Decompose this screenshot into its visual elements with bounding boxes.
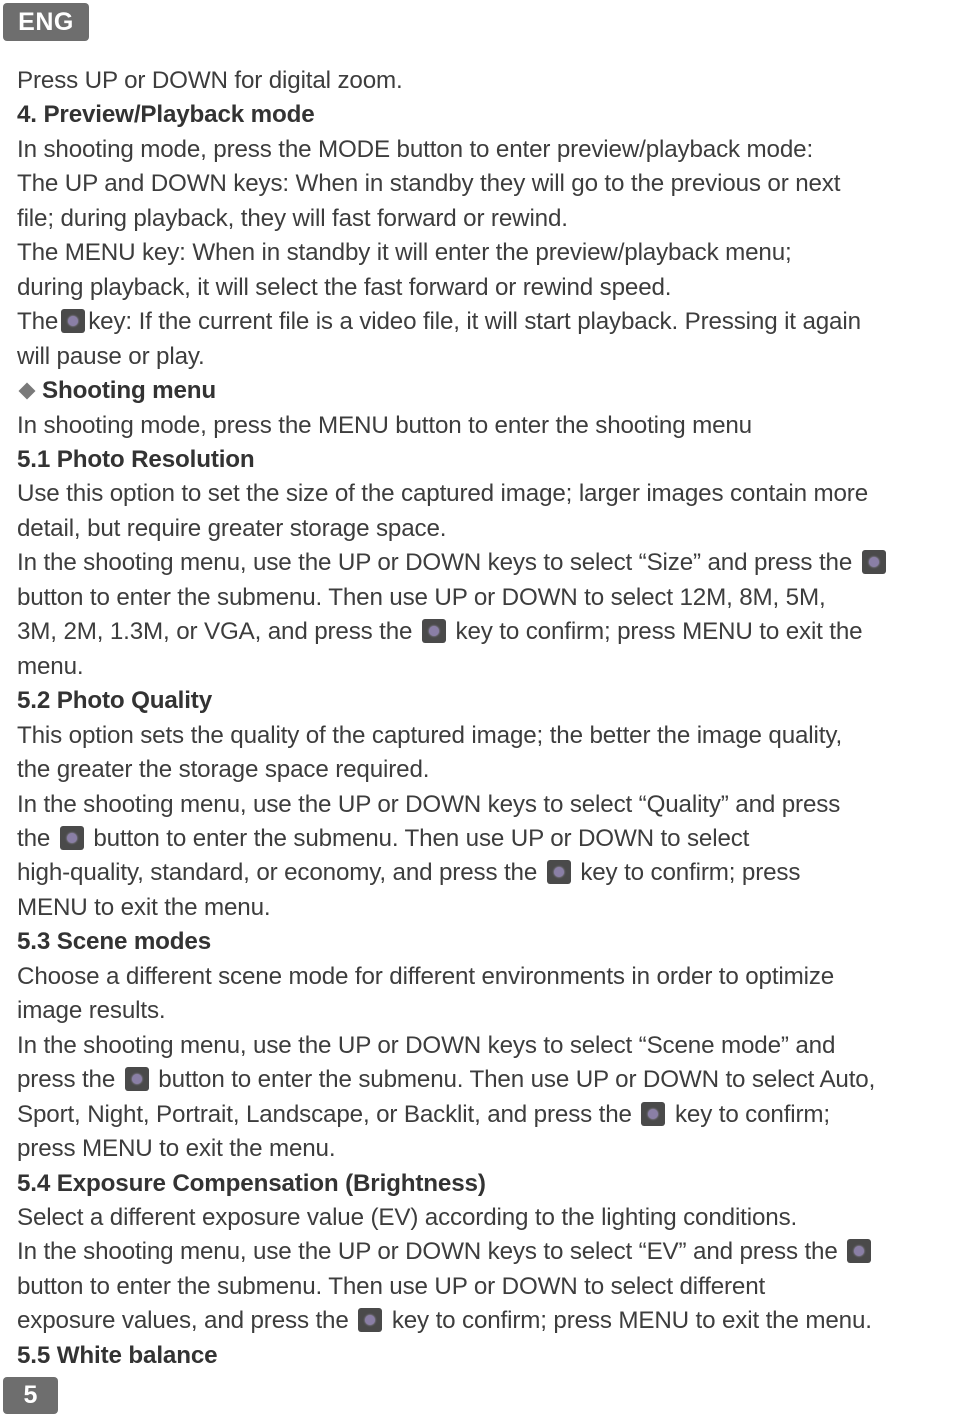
text-segment: The bbox=[17, 308, 59, 336]
section-heading-5-3: 5.3 Scene modes bbox=[17, 928, 212, 956]
heading-text: Shooting menu bbox=[42, 377, 217, 405]
text-segment: key to confirm; press MENU to exit the menu. bbox=[391, 1307, 872, 1335]
manual-body bbox=[17, 64, 957, 1373]
text-line: image results. bbox=[17, 997, 166, 1025]
text-line: button to enter the submenu. Then use UP or DOWN to select 12M, 8M, 5M, bbox=[17, 583, 826, 611]
diamond-bullet-icon bbox=[19, 382, 36, 399]
text-segment: the bbox=[17, 824, 51, 852]
page-number-badge: 5 bbox=[3, 1377, 58, 1414]
text-line: Use this option to set the size of the captured image; larger images contain more bbox=[17, 480, 868, 508]
language-badge: ENG bbox=[3, 3, 89, 41]
text-line: press MENU to exit the menu. bbox=[17, 1135, 336, 1163]
text-line: MENU to exit the menu. bbox=[17, 893, 271, 921]
text-line: Select a different exposure value (EV) according to the lighting conditions. bbox=[17, 1203, 798, 1231]
text-line: Press UP or DOWN for digital zoom. bbox=[17, 67, 403, 94]
section-heading-4: 4. Preview/Playback mode bbox=[17, 101, 315, 129]
text-line bbox=[17, 615, 957, 649]
section-heading-5-2: 5.2 Photo Quality bbox=[17, 687, 213, 715]
text-line bbox=[17, 1235, 957, 1269]
text-segment: key to confirm; press bbox=[580, 859, 801, 887]
text-segment: 3M, 2M, 1.3M, or VGA, and press the bbox=[17, 618, 413, 646]
text-line: In the shooting menu, use the UP or DOWN keys to select “Scene mode” and bbox=[17, 1031, 836, 1059]
text-line bbox=[17, 305, 957, 339]
ok-button-icon bbox=[60, 826, 84, 850]
text-segment: high-quality, standard, or economy, and press the bbox=[17, 859, 538, 887]
ok-button-icon bbox=[422, 619, 446, 643]
text-segment: button to enter the submenu. Then use UP or DOWN to select Auto, bbox=[158, 1066, 876, 1094]
text-segment: key: If the current file is a video file, it will start playback. Pressing it again bbox=[88, 308, 861, 336]
text-line: This option sets the quality of the captured image; the better the image quality, bbox=[17, 721, 843, 749]
ok-button-icon bbox=[641, 1102, 665, 1126]
text-segment: In the shooting menu, use the UP or DOWN keys to select “EV” and press the bbox=[17, 1238, 838, 1266]
text-segment: button to enter the submenu. Then use UP or DOWN to select bbox=[93, 824, 750, 852]
text-line: Choose a different scene mode for different environments in order to optimize bbox=[17, 962, 835, 990]
ok-button-icon bbox=[125, 1067, 149, 1091]
ok-button-icon bbox=[862, 550, 886, 574]
text-line bbox=[17, 822, 957, 856]
text-segment: Sport, Night, Portrait, Landscape, or Backlit, and press the bbox=[17, 1100, 632, 1128]
text-segment: exposure values, and press the bbox=[17, 1307, 349, 1335]
text-line bbox=[17, 1304, 957, 1338]
text-line: In shooting mode, press the MENU button to enter the shooting menu bbox=[17, 411, 752, 439]
text-segment: key to confirm; press MENU to exit the bbox=[455, 618, 863, 646]
text-line: the greater the storage space required. bbox=[17, 756, 430, 784]
text-segment: In the shooting menu, use the UP or DOWN keys to select “Size” and press the bbox=[17, 549, 853, 577]
ok-button-icon bbox=[61, 309, 85, 333]
text-line: button to enter the submenu. Then use UP or DOWN to select different bbox=[17, 1272, 766, 1300]
section-heading-shooting-menu bbox=[17, 374, 957, 408]
text-line: The MENU key: When in standby it will enter the preview/playback menu; bbox=[17, 239, 792, 267]
section-heading-5-5: 5.5 White balance bbox=[17, 1341, 218, 1369]
text-segment: key to confirm; bbox=[674, 1100, 831, 1128]
text-line: detail, but require greater storage space. bbox=[17, 514, 447, 542]
text-line bbox=[17, 546, 957, 580]
section-heading-5-4: 5.4 Exposure Compensation (Brightness) bbox=[17, 1169, 486, 1197]
section-heading-5-1: 5.1 Photo Resolution bbox=[17, 445, 255, 473]
ok-button-icon bbox=[547, 860, 571, 884]
text-line: will pause or play. bbox=[17, 342, 205, 370]
text-segment: press the bbox=[17, 1066, 116, 1094]
text-line: during playback, it will select the fast forward or rewind speed. bbox=[17, 273, 672, 301]
text-line: In the shooting menu, use the UP or DOWN keys to select “Quality” and press bbox=[17, 790, 841, 818]
text-line: The UP and DOWN keys: When in standby they will go to the previous or next bbox=[17, 170, 841, 198]
text-line: menu. bbox=[17, 652, 84, 680]
text-line bbox=[17, 856, 957, 890]
text-line: In shooting mode, press the MODE button to enter preview/playback mode: bbox=[17, 135, 814, 163]
ok-button-icon bbox=[358, 1308, 382, 1332]
text-line: file; during playback, they will fast forward or rewind. bbox=[17, 204, 568, 232]
ok-button-icon bbox=[847, 1239, 871, 1263]
text-line bbox=[17, 1098, 957, 1132]
text-line bbox=[17, 1063, 957, 1097]
